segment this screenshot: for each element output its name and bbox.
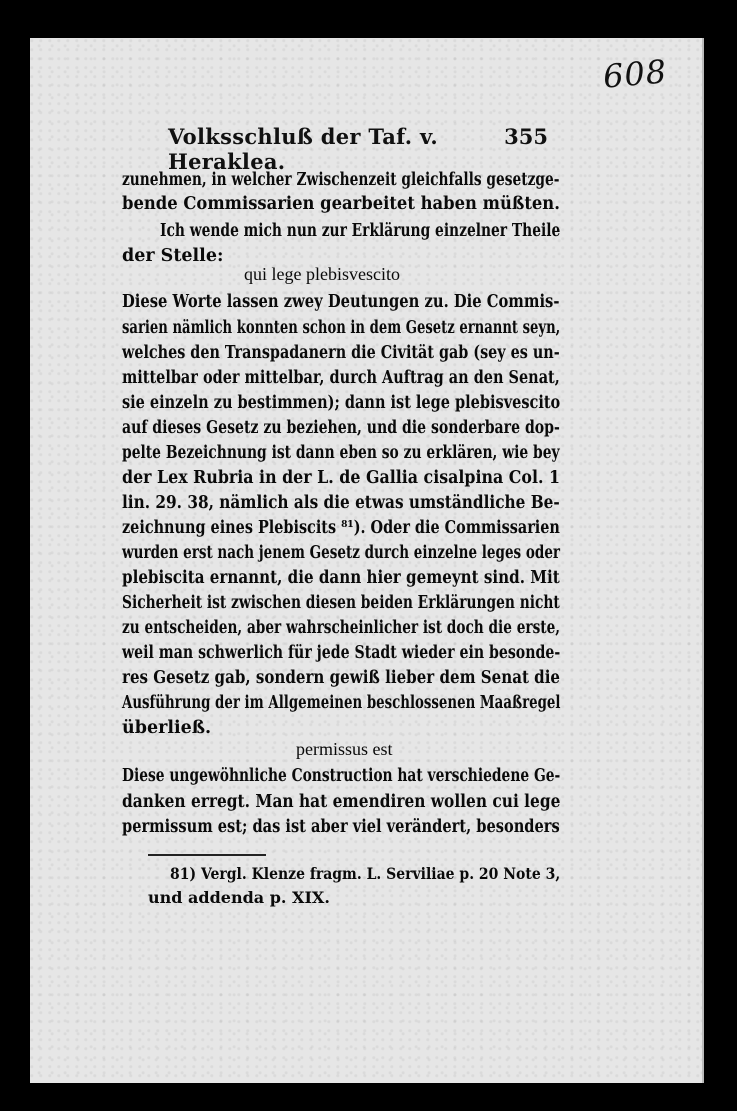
text-line: sie einzeln zu bestimmen); dann ist lege plebisvescito bbox=[122, 393, 561, 413]
running-title: Volksschluß der Taf. v. Heraklea. bbox=[168, 124, 438, 174]
text-line: bende Commissarien gearbeitet haben müßten. bbox=[122, 194, 560, 214]
section-heading: permissus est bbox=[296, 739, 393, 759]
text-line: Ausführung der im Allgemeinen beschlossenen Maaßregel bbox=[122, 693, 561, 713]
text-line: zu entscheiden, aber wahrscheinlicher ist doch die erste, bbox=[122, 618, 561, 638]
footnote-line: 81) Vergl. Klenze fragm. L. Serviliae p. 20 Note 3, bbox=[170, 864, 561, 883]
text-line: plebiscita ernannt, die dann hier gemeynt sind. Mit bbox=[122, 568, 560, 588]
text-line: überließ. bbox=[122, 718, 212, 738]
text-line: Diese Worte lassen zwey Deutungen zu. Die Commis- bbox=[122, 292, 560, 312]
text-line: res Gesetz gab, sondern gewiß lieber dem Senat die bbox=[122, 668, 561, 688]
section-heading: qui lege plebisvescito bbox=[244, 264, 400, 284]
text-line: zunehmen, in welcher Zwischenzeit gleichfalls gesetzge- bbox=[122, 170, 560, 190]
text-line: Diese ungewöhnliche Construction hat verschiedene Ge- bbox=[122, 766, 561, 786]
text-line: zeichnung eines Plebiscits ⁸¹). Oder die Commissarien bbox=[122, 518, 560, 538]
footnote-divider bbox=[148, 854, 266, 856]
handwritten-folio-number: 608 bbox=[601, 52, 669, 96]
text-line: der Lex Rubria in der L. de Gallia cisalpina Col. 1 bbox=[122, 468, 561, 488]
text-line: weil man schwerlich für jede Stadt wieder ein besonde- bbox=[122, 643, 561, 663]
text-line: danken erregt. Man hat emendiren wollen cui lege bbox=[122, 792, 561, 812]
text-line: auf dieses Gesetz zu beziehen, und die sonderbare dop- bbox=[122, 418, 560, 438]
text-line: Ich wende mich nun zur Erklärung einzelner Theile bbox=[160, 221, 561, 241]
text-line: mittelbar oder mittelbar, durch Auftrag an den Senat, bbox=[122, 368, 560, 388]
page-number: 355 bbox=[504, 124, 548, 149]
text-line: sarien nämlich konnten schon in dem Gesetz ernannt seyn, bbox=[122, 318, 561, 338]
running-header bbox=[168, 124, 548, 174]
text-line: welches den Transpadanern die Civität gab (sey es un- bbox=[122, 343, 560, 363]
text-line: permissum est; das ist aber viel verändert, besonders bbox=[122, 817, 560, 837]
text-line: der Stelle: bbox=[122, 246, 224, 266]
text-line: Sicherheit ist zwischen diesen beiden Erklärungen nicht bbox=[122, 593, 560, 613]
footnote-line: und addenda p. XIX. bbox=[148, 888, 330, 907]
text-line: lin. 29. 38, nämlich als die etwas umständliche Be- bbox=[122, 493, 560, 513]
text-line: wurden erst nach jenem Gesetz durch einzelne leges oder bbox=[122, 543, 561, 563]
text-line: pelte Bezeichnung ist dann eben so zu erklären, wie bey bbox=[122, 443, 560, 463]
